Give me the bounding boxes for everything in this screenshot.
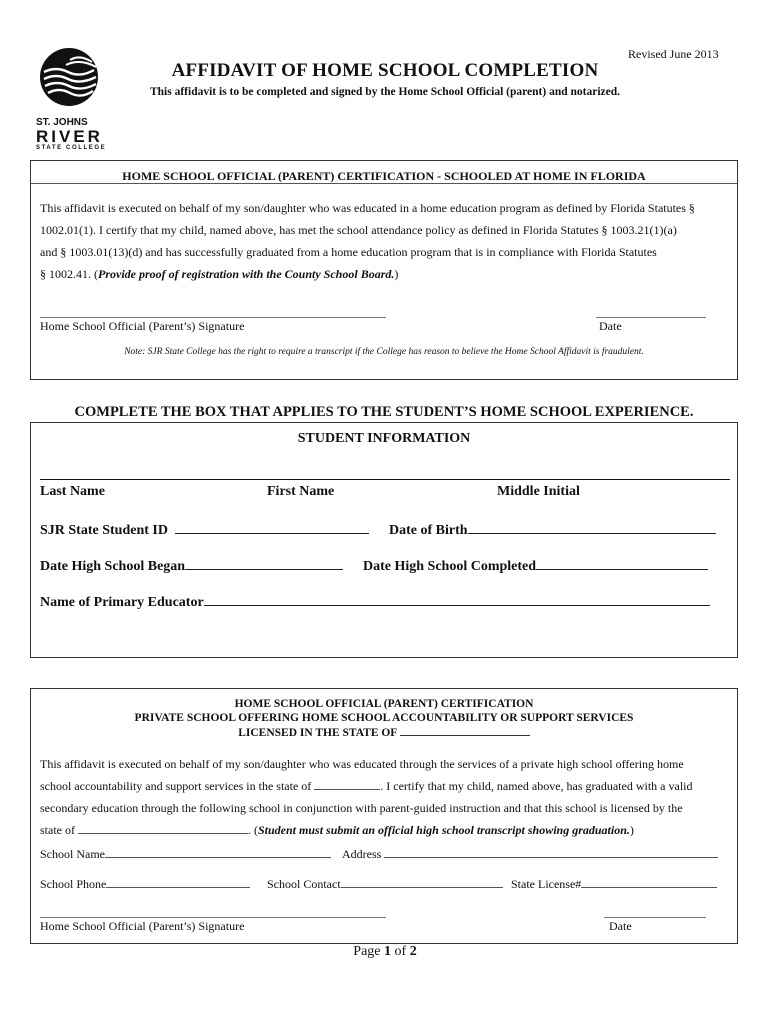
- section1-line-4: § 1002.41. (Provide proof of registration with the County School Board.): [40, 267, 399, 281]
- school-contact-field[interactable]: [341, 875, 503, 888]
- section1-date-label: Date: [599, 319, 622, 333]
- middle-initial-label: Middle Initial: [497, 484, 580, 499]
- student-info-subheading: STUDENT INFORMATION: [297, 431, 471, 446]
- section3-signature-line[interactable]: [40, 917, 386, 918]
- section3-line-2: school accountability and support services in the state of . I certify that my child, named above, has graduated with a valid: [40, 779, 693, 793]
- section3-date-label: Date: [609, 919, 632, 933]
- section3-heading-1: HOME SCHOOL OFFICIAL (PARENT) CERTIFICATION: [234, 698, 534, 710]
- section1-paragraph: [40, 197, 734, 285]
- hs-began-row: [40, 555, 343, 575]
- school-contact-row: [267, 875, 503, 892]
- page-number: Page 1 of 2: [353, 944, 417, 959]
- hs-began-label: Date High School Began: [40, 559, 186, 574]
- section3-heading-2: PRIVATE SCHOOL OFFERING HOME SCHOOL ACCOUNTABILITY OR SUPPORT SERVICES: [134, 712, 634, 724]
- address-row: [342, 845, 718, 862]
- hs-completed-label: Date High School Completed: [363, 559, 537, 574]
- state-license-label: State License#: [511, 877, 582, 891]
- first-name-label: First Name: [267, 484, 335, 499]
- last-name-label: Last Name: [40, 484, 105, 499]
- revised-date: Revised June 2013: [628, 47, 719, 61]
- section3-signature-label: Home School Official (Parent’s) Signature: [40, 919, 245, 933]
- section3-line-3: secondary education through the following school in conjunction with parent-guided instruction and that this school is licensed by the: [40, 801, 683, 815]
- licensed-state-field[interactable]: [400, 725, 530, 736]
- section1-heading: HOME SCHOOL OFFICIAL (PARENT) CERTIFICATION - SCHOOLED AT HOME IN FLORIDA: [122, 169, 646, 183]
- state-license-field[interactable]: [581, 875, 717, 888]
- student-id-field[interactable]: [175, 519, 369, 534]
- student-id-label: SJR State Student ID: [40, 523, 168, 538]
- student-id-row: [40, 519, 369, 539]
- address-label: Address: [342, 847, 382, 861]
- section3-heading: [31, 697, 737, 740]
- river-wave-logo-icon: [36, 46, 106, 108]
- primary-educator-field[interactable]: [204, 591, 710, 606]
- section-florida-home-school: [30, 160, 738, 380]
- document-title: AFFIDAVIT OF HOME SCHOOL COMPLETION: [171, 60, 599, 81]
- logo-line-3: STATE COLLEGE: [36, 145, 107, 151]
- section-student-information: [30, 422, 738, 658]
- hs-began-field[interactable]: [185, 555, 343, 570]
- dob-label: Date of Birth: [389, 523, 468, 538]
- hs-completed-row: [363, 555, 708, 575]
- section1-signature-line[interactable]: [40, 317, 386, 318]
- section3-paragraph: [40, 753, 734, 841]
- section1-line-1: This affidavit is executed on behalf of my son/daughter who was educated in a home education program as defined by Florida Statutes §: [40, 201, 695, 215]
- dob-field[interactable]: [468, 519, 716, 534]
- school-contact-label: School Contact: [267, 877, 341, 891]
- state-license-row: [511, 875, 717, 892]
- section3-line-4: state of . (Student must submit an official high school transcript showing graduation.): [40, 823, 634, 837]
- section3-line-1: This affidavit is executed on behalf of my son/daughter who was educated through the services of a private high school offering home: [40, 757, 684, 771]
- hs-completed-field[interactable]: [536, 555, 708, 570]
- school-phone-row: [40, 875, 250, 892]
- section1-line-2: 1002.01(1). I certify that my child, named above, has met the school attendance policy as defined in Florida Statutes § 1003.21(1)(a): [40, 223, 677, 237]
- license-state-field[interactable]: [78, 821, 248, 834]
- section3-date-line[interactable]: [604, 917, 706, 918]
- section1-note: Note: SJR State College has the right to require a transcript if the College has reason to believe the Home School Affidavit is fraudulent.: [124, 347, 644, 357]
- school-name-label: School Name: [40, 847, 105, 861]
- section1-date-line[interactable]: [596, 317, 706, 318]
- support-services-state-field[interactable]: [314, 777, 380, 790]
- section1-line-3: and § 1003.01(13)(d) and has successfully graduated from a home education program that is in compliance with Florida Statutes: [40, 245, 657, 259]
- document-subtitle: This affidavit is to be completed and signed by the Home School Official (parent) and notarized.: [149, 86, 621, 98]
- primary-educator-label: Name of Primary Educator: [40, 595, 204, 610]
- school-name-field[interactable]: [105, 845, 331, 858]
- school-phone-label: School Phone: [40, 877, 107, 891]
- address-field[interactable]: [384, 845, 718, 858]
- logo-line-1: ST. JOHNS: [36, 117, 88, 128]
- dob-row: [389, 519, 716, 539]
- student-name-line[interactable]: [40, 479, 730, 480]
- logo-line-2: RIVER: [36, 127, 103, 146]
- section3-heading-3-row: LICENSED IN THE STATE OF: [31, 725, 737, 740]
- section2-heading: COMPLETE THE BOX THAT APPLIES TO THE STUDENT’S HOME SCHOOL EXPERIENCE.: [74, 404, 694, 420]
- school-phone-field[interactable]: [106, 875, 250, 888]
- section1-signature-label: Home School Official (Parent’s) Signature: [40, 319, 245, 333]
- college-logo: [36, 46, 110, 151]
- primary-educator-row: [40, 591, 710, 611]
- section-private-school: [30, 688, 738, 944]
- school-name-row: [40, 845, 331, 862]
